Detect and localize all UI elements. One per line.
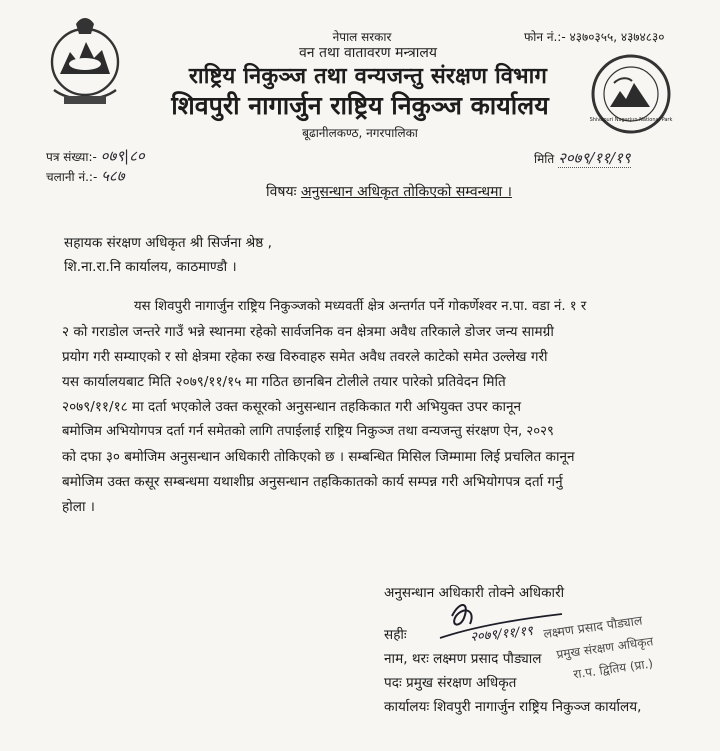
recipient-line-2: शि.ना.रा.नि कार्यालय, काठमाण्डौ । xyxy=(64,259,237,275)
signature-label: सहीः xyxy=(384,627,407,643)
body-line: को दफा ३० बमोजिम अनुसन्धान अधिकारी तोकिएको छ । सम्बन्धित मिसिल जिम्मामा लिई प्रचलित कानून xyxy=(62,449,575,465)
letter-date xyxy=(534,148,631,168)
body-line: यस कार्यालयबाट मिति २०७९/११/१५ मा गठित छानबिन टोलीले तयार पारेको प्रतिवेदन मिति xyxy=(62,374,506,390)
dispatch-number xyxy=(46,166,125,186)
office-address: बूढानीलकण्ठ, नगरपालिका xyxy=(302,126,418,140)
subject-text: अनुसन्धान अधिकृत तोकिएको सम्वन्धमा । xyxy=(300,184,512,200)
phone-label: फोन नं.:- xyxy=(524,30,566,44)
body-line: होला । xyxy=(62,499,95,515)
phone-number xyxy=(524,28,665,45)
letter-number-label: पत्र संख्या:- xyxy=(46,150,97,164)
body-line: प्रयोग गरी सम्याएको र सो क्षेत्रमा रहेका रुख विरुवाहरु समेत अवैध तवरले काटेको समेत उल्लेख गरी xyxy=(62,349,548,365)
stamp-rank: रा.प. द्वितिय (प्रा.) xyxy=(572,656,654,682)
signature-heading: अनुसन्धान अधिकारी तोक्ने अधिकारी xyxy=(384,585,565,601)
phone-value: ४३७०३५५, ४३७४८३० xyxy=(569,30,665,44)
date-label: मिति xyxy=(534,152,555,166)
body-line: २ को गराडोल जन्तरे गाउँ भन्ने स्थानमा रहेको सार्वजनिक वन क्षेत्रमा अवैध तरिकाले डोजर जन्य सामग्री xyxy=(62,324,554,340)
subject-label: विषयः xyxy=(266,184,297,200)
office-line xyxy=(384,696,641,715)
name-value: लक्ष्मण प्रसाद पौड्याल xyxy=(433,651,542,667)
body-line: यस शिवपुरी नागार्जुन राष्ट्रिय निकुञ्जको मध्यवर्ती क्षेत्र अन्तर्गत पर्ने गोकर्णेश्वर न.पा. वडा नं. १ र xyxy=(134,299,587,314)
dispatch-number-label: चलानी नं.:- xyxy=(46,170,98,184)
office-value: शिवपुरी नागार्जुन राष्ट्रिय निकुञ्ज कार्यालय, xyxy=(433,699,642,715)
name-label: नाम, थरः xyxy=(384,651,429,667)
logo-text: Shivapuri Nagarjun National Park xyxy=(589,117,673,123)
post-line xyxy=(384,672,516,691)
subject-line xyxy=(266,182,512,201)
letter-number-value: ०७९|८० xyxy=(100,147,145,165)
dispatch-number-value: ५८७ xyxy=(101,167,125,185)
signature-date: २०७९/११/१९ xyxy=(469,623,534,646)
stamp-name: लक्ष्मण प्रसाद पौड्याल xyxy=(542,612,644,642)
body-line: २०७९/११/१८ मा दर्ता भएकोले उक्त कसूरको अनुसन्धान तहकिकात गरी अभियुक्त उपर कानून xyxy=(62,399,522,415)
department-name: राष्ट्रिय निकुञ्ज तथा वन्यजन्तु संरक्षण विभाग xyxy=(188,64,548,89)
recipient-line-1: सहायक संरक्षण अधिकृत श्री सिर्जना श्रेष्ठ , xyxy=(64,235,272,251)
stamp-post: प्रमुख संरक्षण अधिकृत xyxy=(555,634,655,662)
post-value: प्रमुख संरक्षण अधिकृत xyxy=(406,675,517,691)
nepal-government-emblem xyxy=(48,16,122,112)
office-name: शिवपुरी नागार्जुन राष्ट्रिय निकुञ्ज कार्यालय xyxy=(171,91,549,120)
national-park-logo xyxy=(590,53,672,135)
body-line: बमोजिम उक्त कसूर सम्बन्धमा यथाशीघ्र अनुसन्धान तहकिकातको कार्य सम्पन्न गरी अभियोगपत्र दर्ता गर्नु xyxy=(62,474,563,490)
post-label: पदः xyxy=(384,675,402,691)
body-line: बमोजिम अभियोगपत्र दर्ता गर्न समेतको लागि तपाईलाई राष्ट्रिय निकुञ्ज तथा वन्यजन्तु संरक्षण ऐन, २०२९ xyxy=(62,424,554,439)
office-label: कार्यालयः xyxy=(384,699,430,715)
name-line xyxy=(384,648,541,667)
ministry-name: वन तथा वातावरण मन्त्रालय xyxy=(299,45,437,61)
government-name: नेपाल सरकार xyxy=(332,30,392,44)
date-value: २०७९/११/१९ xyxy=(558,149,631,167)
letter-number xyxy=(46,146,145,166)
